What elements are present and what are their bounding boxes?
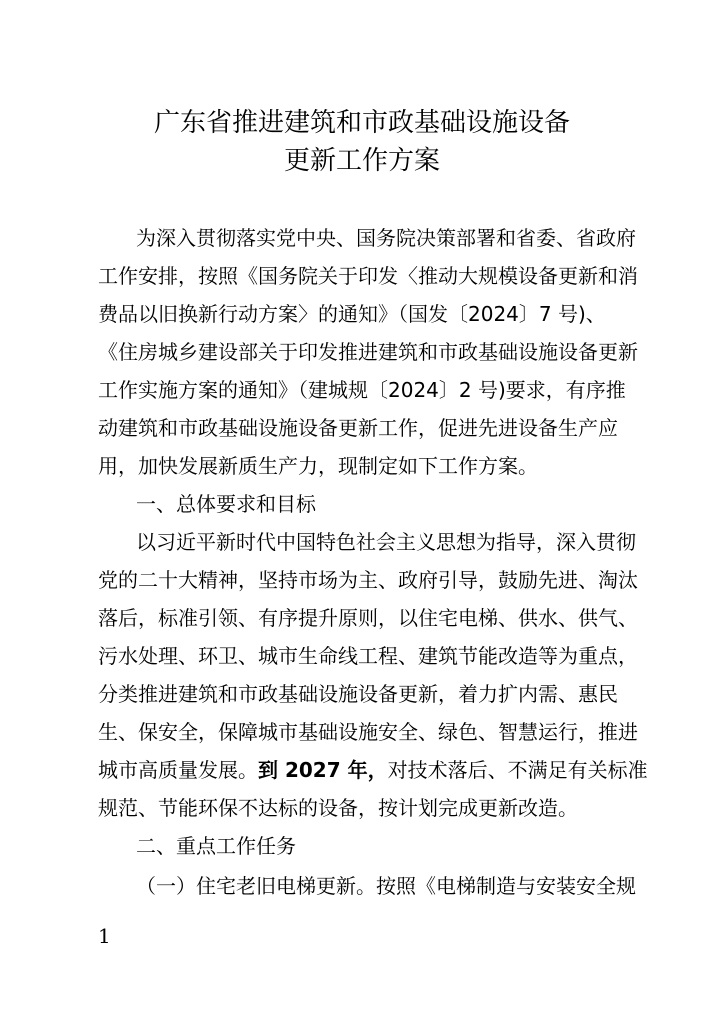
section-2-heading: 二、重点工作任务: [136, 834, 296, 858]
section-1-line-8: 规范、节能环保不达标的设备，按计划完成更新改造。: [98, 796, 578, 820]
intro-line-5: 工作实施方案的通知》（建城规〔2024〕2 号)要求，有序推: [98, 378, 626, 402]
section-1-line-7-text: 城市高质量发展。: [98, 758, 258, 782]
section-1-line-7: [98, 758, 648, 782]
document-title-line-1: 广东省推进建筑和市政基础设施设备: [153, 108, 570, 138]
intro-line-3: 费品以旧换新行动方案〉的通知》（国发〔2024〕7 号)、: [98, 302, 606, 326]
intro-line-2: 工作安排，按照《国务院关于印发〈推动大规模设备更新和消: [98, 264, 638, 288]
section-1-line-3: 落后，标准引领、有序提升原则，以住宅电梯、供水、供气、: [98, 606, 638, 630]
section-1-heading: 一、总体要求和目标: [136, 492, 316, 516]
page-number: 1: [98, 924, 111, 948]
section-1-line-2: 党的二十大精神，坚持市场为主、政府引导，鼓励先进、淘汰: [98, 568, 638, 592]
target-year-emphasis: 到 2027 年，: [258, 758, 388, 782]
section-1-line-7-rest: 对技术落后、不满足有关标准: [387, 758, 648, 782]
section-1-line-4: 污水处理、环卫、城市生命线工程、建筑节能改造等为重点，: [98, 644, 638, 668]
document-title-line-2: 更新工作方案: [283, 146, 440, 176]
section-2-item-1-start: （一）住宅老旧电梯更新。按照《电梯制造与安装安全规: [136, 874, 636, 898]
intro-line-6: 动建筑和市政基础设施设备更新工作，促进先进设备生产应: [98, 416, 618, 440]
intro-line-1: 为深入贯彻落实党中央、国务院决策部署和省委、省政府: [136, 226, 636, 250]
intro-line-4: 《住房城乡建设部关于印发推进建筑和市政基础设施设备更新: [98, 340, 638, 364]
section-1-line-5: 分类推进建筑和市政基础设施设备更新，着力扩内需、惠民: [98, 682, 618, 706]
section-1-line-1: 以习近平新时代中国特色社会主义思想为指导，深入贯彻: [136, 530, 636, 554]
section-1-line-6: 生、保安全，保障城市基础设施安全、绿色、智慧运行，推进: [98, 720, 638, 744]
intro-line-7: 用，加快发展新质生产力，现制定如下工作方案。: [98, 454, 538, 478]
